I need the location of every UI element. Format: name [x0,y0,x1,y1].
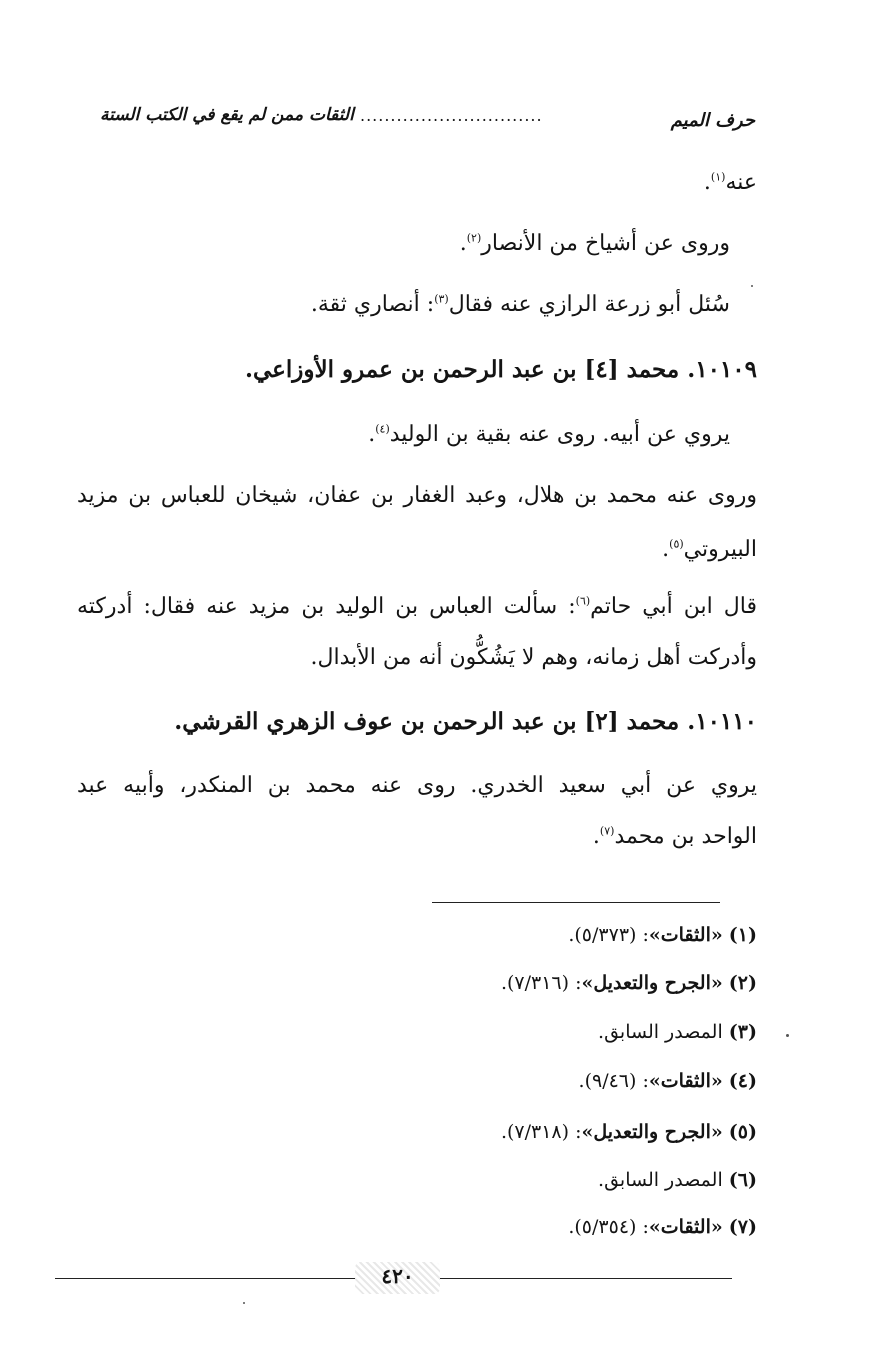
footnote-5: (٥) «الجرح والتعديل»: (٧/٣١٨). [500,1121,757,1143]
footnote-ref-3: (٣) [434,292,449,306]
footnote-ref-5: (٥) [669,537,684,551]
scan-speck [786,1034,789,1037]
body-line-8: وأدركت أهل زمانه، وهم لا يَشُكُّون أنه من الأبدال. [310,645,757,670]
entry-heading-10109: ١٠١٠٩. محمد [٤] بن عبد الرحمن بن عمرو الأوزاعي. [244,356,757,383]
scan-speck [243,1302,245,1304]
body-line-1: عنه$^{(١)}$. [703,170,757,195]
footer-rule-right [440,1278,732,1279]
body-line-4: يروي عن أبيه. روى عنه بقية بن الوليد$^{(٤)}$. [368,422,730,447]
page-number: ٤٢٠ [355,1262,440,1294]
footer-rule-left [55,1278,355,1279]
footnote-ref-2: (٢) [466,231,482,245]
footnote-4: (٤) «الثقات»: (٩/٤٦). [578,1070,757,1092]
footnote-ref-6: (٦) [575,594,591,608]
body-line-5: وروى عنه محمد بن هلال، وعبد الغفار بن عفان، شيخان للعباس بن مزيد [77,483,757,508]
footnote-ref-7: (٧) [599,824,615,838]
footnote-separator [432,902,720,903]
running-header-section: حرف الميم [670,110,755,131]
footnote-6: (٦) المصدر السابق. [598,1169,757,1191]
body-line-7: قال ابن أبي حاتم$^{(٦)}$: سألت العباس بن الوليد بن مزيد عنه فقال: أدركته [77,594,757,619]
body-line-2: وروى عن أشياخ من الأنصار$^{(٢)}$. [459,231,730,256]
body-line-6: البيروتي$^{(٥)}$. [662,537,757,562]
body-line-3: سُئل أبو زرعة الرازي عنه فقال$^{(٣)}$: أنصاري ثقة. [310,292,730,317]
footnote-ref-1: (١) [710,170,726,184]
entry-heading-10110: ١٠١١٠. محمد [٢] بن عبد الرحمن بن عوف الزهري القرشي. [174,708,757,735]
footnote-7: (٧) «الثقات»: (٥/٣٥٤). [568,1216,757,1238]
body-line-9: يروي عن أبي سعيد الخدري. روى عنه محمد بن المنكدر، وأبيه عبد [77,773,757,798]
footnote-2: (٢) «الجرح والتعديل»: (٧/٣١٦). [500,972,757,994]
running-header-book-title: الثقات ممن لم يقع في الكتب الستة [100,105,354,125]
running-header-leader-dots: .............................. [360,106,543,125]
scan-speck [751,285,753,287]
footnote-3: (٣) المصدر السابق. [598,1021,757,1043]
footnote-ref-4: (٤) [375,422,390,436]
body-line-10: الواحد بن محمد$^{(٧)}$. [592,824,757,849]
footnote-1: (١) «الثقات»: (٥/٣٧٣). [568,924,757,946]
